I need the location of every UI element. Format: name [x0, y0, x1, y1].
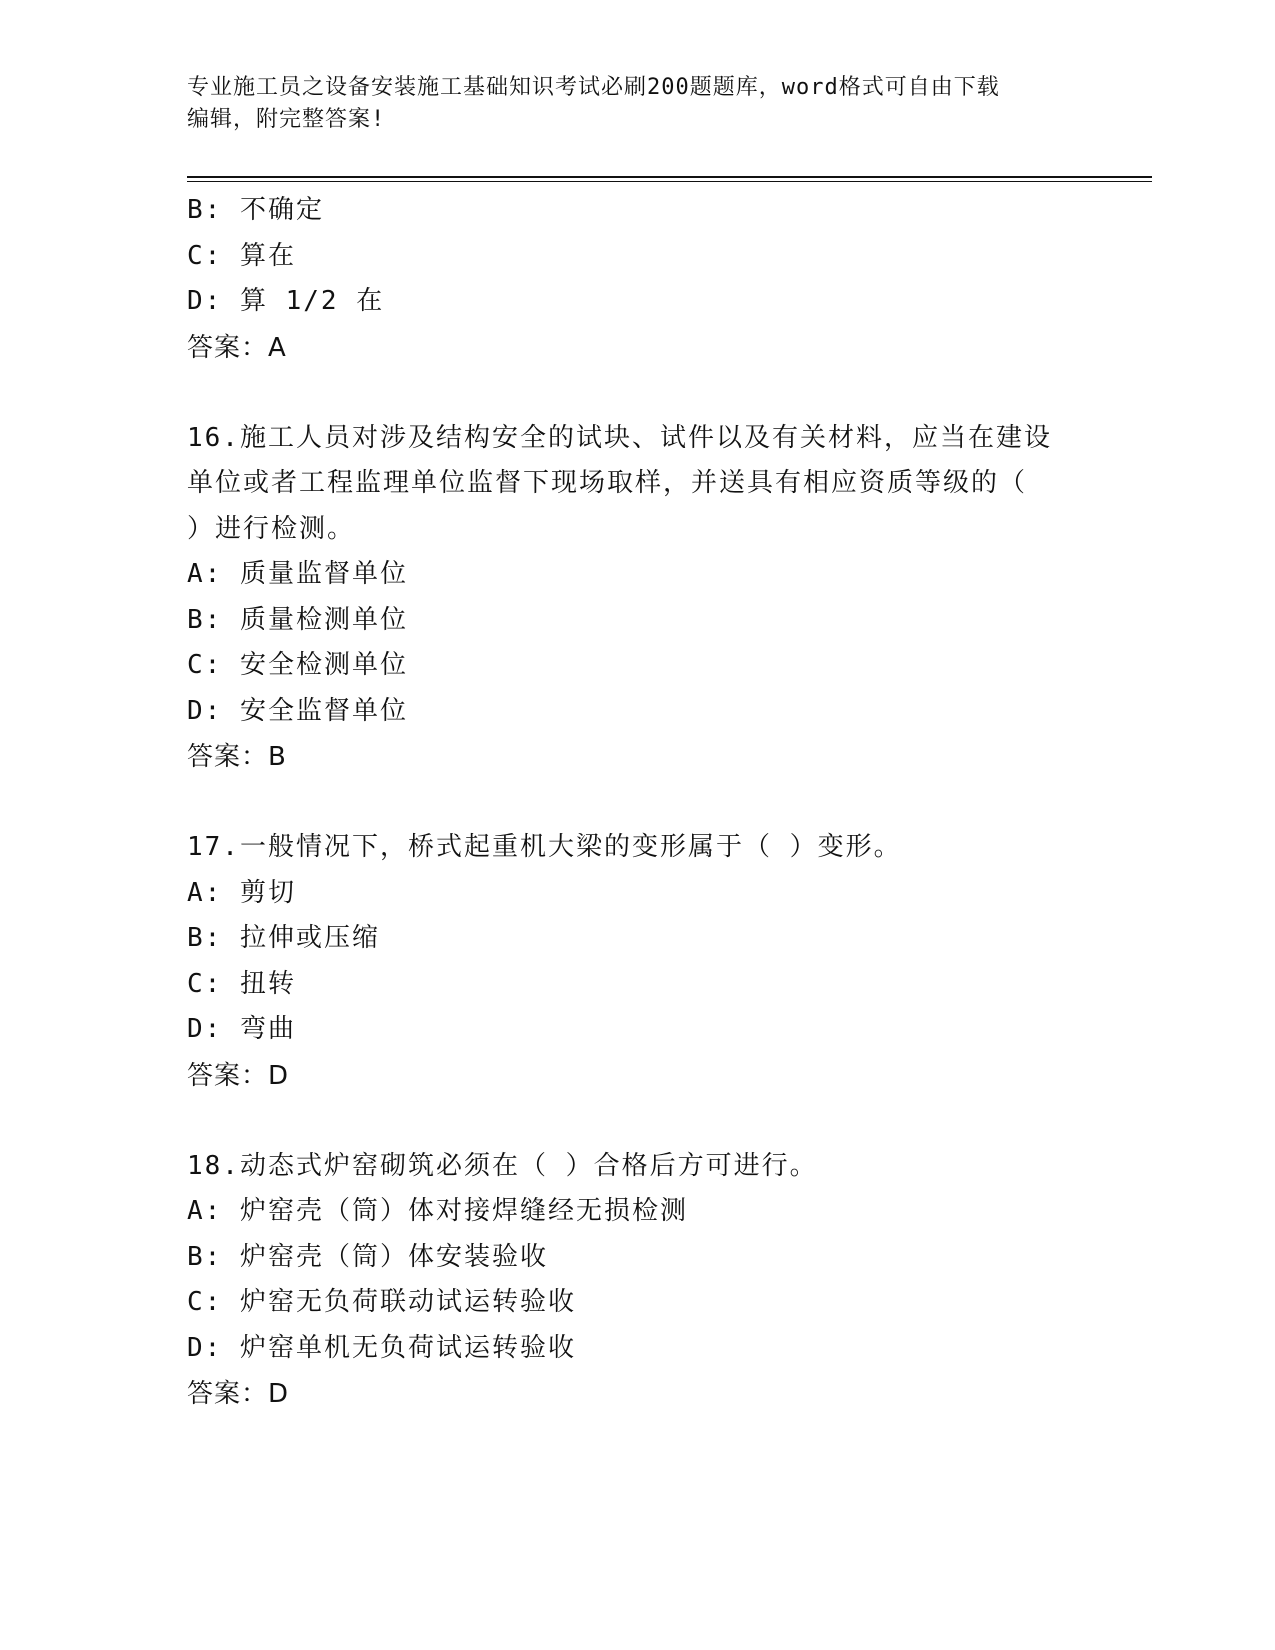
question-stem-line: 单位或者工程监理单位监督下现场取样，并送具有相应资质等级的（	[187, 468, 1028, 498]
option-b: B: 炉窑壳（筒）体安装验收	[187, 1241, 548, 1272]
answer-line: 答案：D	[187, 1060, 290, 1091]
question-content	[187, 188, 1067, 1417]
question-stem-line: ）进行检测。	[187, 513, 356, 544]
question-16	[187, 416, 1067, 781]
header-title-line-2: 编辑，附完整答案!	[187, 107, 386, 132]
answer-line: 答案：B	[187, 742, 287, 772]
header-rule-thick	[187, 176, 1152, 178]
previous-question-tail	[187, 188, 1067, 371]
question-17	[187, 825, 1067, 1099]
option-c: C: 算在	[187, 240, 296, 271]
option-b: B: 质量检测单位	[187, 604, 408, 635]
question-stem-line: 18.动态式炉窑砌筑必须在（ ）合格后方可进行。	[187, 1150, 818, 1181]
option-c: C: 扭转	[187, 968, 296, 999]
document-header	[187, 72, 1067, 136]
option-a: A: 炉窑壳（筒）体对接焊缝经无损检测	[187, 1196, 688, 1226]
option-b: B: 拉伸或压缩	[187, 923, 380, 953]
question-18	[187, 1144, 1067, 1418]
spacer	[187, 780, 1067, 825]
option-d: D: 炉窑单机无负荷试运转验收	[187, 1332, 576, 1363]
spacer	[187, 1099, 1067, 1144]
answer-line: 答案：D	[187, 1379, 290, 1409]
option-c: C: 炉窑无负荷联动试运转验收	[187, 1287, 576, 1317]
header-rule-thin	[187, 181, 1152, 182]
answer-line: 答案：A	[187, 332, 287, 363]
question-stem-line: 16.施工人员对涉及结构安全的试块、试件以及有关材料，应当在建设	[187, 422, 1052, 453]
option-d: D: 安全监督单位	[187, 695, 408, 726]
question-stem-line: 17.一般情况下，桥式起重机大梁的变形属于（ ）变形。	[187, 832, 902, 862]
option-d: D: 弯曲	[187, 1014, 296, 1044]
option-b: B: 不确定	[187, 195, 324, 225]
option-c: C: 安全检测单位	[187, 650, 408, 680]
option-a: A: 剪切	[187, 877, 296, 908]
option-a: A: 质量监督单位	[187, 559, 408, 589]
spacer	[187, 371, 1067, 416]
option-d: D: 算 1/2 在	[187, 286, 385, 316]
header-title-line-1: 专业施工员之设备安装施工基础知识考试必刷200题题库，word格式可自由下载	[187, 75, 1000, 100]
